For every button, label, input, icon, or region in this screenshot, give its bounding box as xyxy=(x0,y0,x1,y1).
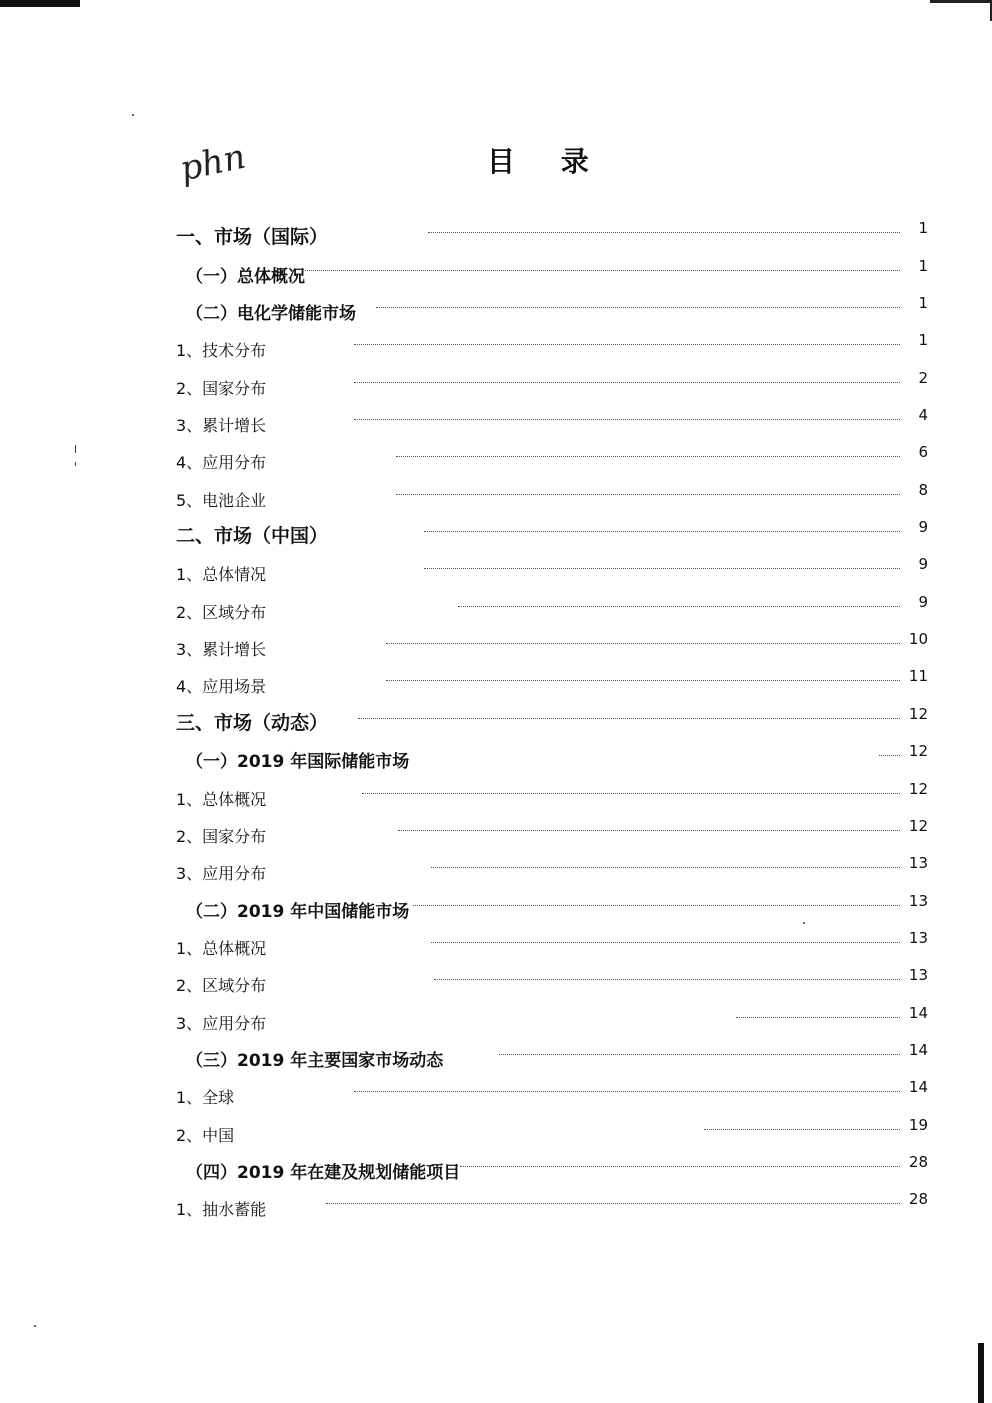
dot-leader xyxy=(398,830,900,831)
toc-entry-label: （二）2019 年中国储能市场 xyxy=(186,901,410,922)
dot-leader xyxy=(396,456,900,457)
toc-entry-label: （一）2019 年国际储能市场 xyxy=(186,752,410,773)
toc-entry-page-number: 1 xyxy=(918,294,928,313)
toc-entry-page-number: 9 xyxy=(918,518,928,537)
dot-leader xyxy=(354,1091,900,1092)
toc-entry[interactable] xyxy=(176,1185,928,1222)
toc-entry-label: 2、国家分布 xyxy=(176,826,267,846)
toc-entry-label: （三）2019 年主要国家市场动态 xyxy=(186,1050,444,1071)
dot-leader xyxy=(434,979,900,980)
toc-entry-label: 2、区域分布 xyxy=(176,976,267,996)
scan-speck xyxy=(132,114,134,116)
scan-speck xyxy=(34,1325,36,1327)
dot-leader xyxy=(354,382,900,383)
dot-leader xyxy=(424,531,900,532)
toc-entry-page-number: 14 xyxy=(908,1003,928,1022)
toc-entry[interactable] xyxy=(176,849,928,886)
dot-leader xyxy=(396,494,900,495)
toc-entry-page-number: 8 xyxy=(918,480,928,499)
toc-entry-label: 1、总体概况 xyxy=(176,938,267,958)
toc-entry-page-number: 13 xyxy=(908,891,928,910)
dot-leader xyxy=(431,942,900,943)
toc-entry-page-number: 10 xyxy=(908,630,928,649)
dot-leader xyxy=(305,270,900,271)
toc-entry[interactable] xyxy=(176,251,928,288)
toc-entry-label: （二）电化学储能市场 xyxy=(186,304,356,325)
toc-entry-label: 1、全球 xyxy=(176,1088,235,1108)
toc-entry[interactable] xyxy=(176,550,928,587)
toc-entry-label: 3、应用分布 xyxy=(176,864,267,884)
toc-entry-label: 二、市场（中国） xyxy=(176,525,329,548)
table-of-contents xyxy=(176,214,928,1222)
dot-leader xyxy=(413,905,900,906)
toc-entry-page-number: 1 xyxy=(918,219,928,238)
dot-leader xyxy=(326,1203,900,1204)
toc-entry[interactable] xyxy=(176,625,928,662)
dot-leader xyxy=(354,419,900,420)
toc-entry-label: 3、应用分布 xyxy=(176,1013,267,1033)
toc-entry[interactable] xyxy=(176,513,928,550)
toc-entry-page-number: 14 xyxy=(908,1078,928,1097)
toc-entry-page-number: 6 xyxy=(918,443,928,462)
dot-leader xyxy=(704,1129,900,1130)
toc-entry-label: 4、应用分布 xyxy=(176,453,267,473)
toc-entry-label: 1、总体概况 xyxy=(176,789,267,809)
toc-entry[interactable] xyxy=(176,1110,928,1147)
toc-entry[interactable] xyxy=(176,1148,928,1185)
toc-entry[interactable] xyxy=(176,886,928,923)
dot-leader xyxy=(354,344,900,345)
toc-entry-label: 3、累计增长 xyxy=(176,640,267,660)
toc-entry-page-number: 13 xyxy=(908,966,928,985)
toc-entry[interactable] xyxy=(176,438,928,475)
toc-entry-page-number: 12 xyxy=(908,742,928,761)
toc-entry-page-number: 4 xyxy=(918,406,928,425)
toc-entry[interactable] xyxy=(176,961,928,998)
toc-entry-label: （一）总体概况 xyxy=(186,266,305,287)
toc-entry-page-number: 1 xyxy=(918,256,928,275)
page-title: 目 录 xyxy=(487,145,607,178)
toc-entry-page-number: 13 xyxy=(908,928,928,947)
toc-entry-page-number: 2 xyxy=(918,368,928,387)
toc-entry[interactable] xyxy=(176,1073,928,1110)
toc-entry[interactable] xyxy=(176,475,928,512)
dot-leader xyxy=(362,793,900,794)
toc-entry[interactable] xyxy=(176,326,928,363)
scan-speck xyxy=(75,445,76,453)
toc-entry-page-number: 12 xyxy=(908,816,928,835)
toc-entry[interactable] xyxy=(176,737,928,774)
dot-leader xyxy=(386,643,900,644)
toc-entry-label: 2、中国 xyxy=(176,1125,235,1145)
dot-leader xyxy=(358,718,900,719)
toc-entry-label: 1、抽水蓄能 xyxy=(176,1200,267,1220)
toc-entry-label: 三、市场（动态） xyxy=(176,711,329,734)
dot-leader xyxy=(428,232,900,233)
toc-entry-label: 4、应用场景 xyxy=(176,677,267,697)
toc-entry-page-number: 19 xyxy=(908,1115,928,1134)
toc-entry-page-number: 14 xyxy=(908,1040,928,1059)
handwritten-signature: phn xyxy=(176,136,250,190)
toc-entry[interactable] xyxy=(176,401,928,438)
toc-entry[interactable] xyxy=(176,774,928,811)
scan-speck xyxy=(75,462,76,466)
toc-entry-page-number: 1 xyxy=(918,331,928,350)
dot-leader xyxy=(458,606,900,607)
dot-leader xyxy=(431,867,900,868)
toc-entry-page-number: 13 xyxy=(908,854,928,873)
toc-entry[interactable] xyxy=(176,699,928,736)
toc-entry-label: 3、累计增长 xyxy=(176,416,267,436)
toc-entry[interactable] xyxy=(176,998,928,1035)
toc-entry-label: 1、技术分布 xyxy=(176,341,267,361)
toc-entry[interactable] xyxy=(176,363,928,400)
toc-entry-label: 1、总体情况 xyxy=(176,565,267,585)
toc-entry[interactable] xyxy=(176,662,928,699)
toc-entry[interactable] xyxy=(176,1036,928,1073)
toc-entry-label: 2、区域分布 xyxy=(176,602,267,622)
dot-leader xyxy=(736,1017,900,1018)
dot-leader xyxy=(460,1166,900,1167)
dot-leader xyxy=(424,568,900,569)
toc-entry[interactable] xyxy=(176,214,928,251)
toc-entry[interactable] xyxy=(176,812,928,849)
toc-entry-label: 5、电池企业 xyxy=(176,490,267,510)
toc-entry-label: （四）2019 年在建及规划储能项目 xyxy=(186,1162,461,1183)
dot-leader xyxy=(376,307,900,308)
scan-edge-mark xyxy=(0,0,80,7)
toc-entry-page-number: 9 xyxy=(918,555,928,574)
scan-edge-bar xyxy=(978,1343,984,1403)
scan-corner-mark xyxy=(930,0,992,21)
toc-entry-page-number: 11 xyxy=(908,667,928,686)
toc-entry-page-number: 28 xyxy=(908,1152,928,1171)
dot-leader xyxy=(499,1054,900,1055)
toc-entry[interactable] xyxy=(176,924,928,961)
toc-entry-page-number: 12 xyxy=(908,779,928,798)
dot-leader xyxy=(386,680,900,681)
dot-leader xyxy=(879,755,900,756)
toc-entry[interactable] xyxy=(176,289,928,326)
toc-entry-label: 2、国家分布 xyxy=(176,378,267,398)
toc-entry-label: 一、市场（国际） xyxy=(176,226,329,249)
toc-entry-page-number: 9 xyxy=(918,592,928,611)
toc-entry-page-number: 12 xyxy=(908,704,928,723)
toc-entry-page-number: 28 xyxy=(908,1190,928,1209)
toc-entry[interactable] xyxy=(176,587,928,624)
